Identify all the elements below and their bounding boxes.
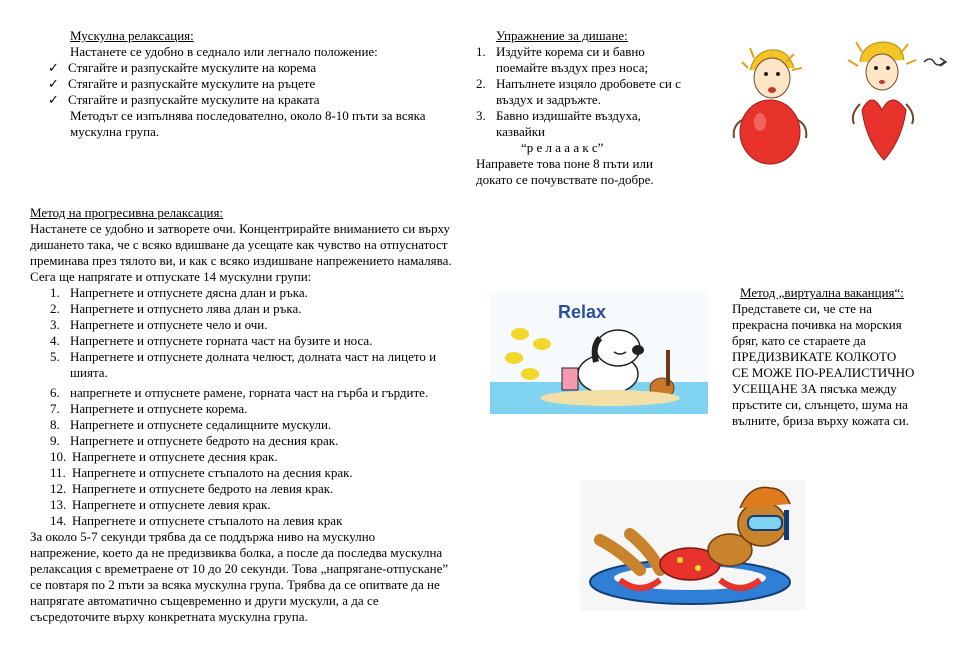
vacation-line: пръстите си, слънцето, шума на — [732, 397, 908, 412]
vacation-line: Представете си, че сте на — [732, 301, 872, 316]
relax-word: “р е л а а а к с” — [521, 140, 604, 155]
progressive-outro-line: релаксация с времетраене от 10 до 20 секунди. Това „напрягане-отпускане” — [30, 561, 449, 576]
muscle-section — [48, 28, 448, 140]
muscle-intro: Настанете се удобно в седнало или легнало положение: — [70, 44, 378, 59]
vacation-title: Метод „виртуална ваканция“: — [740, 285, 904, 300]
list-item: 14. Напрегнете и отпуснете стъпалото на левия крак — [50, 513, 343, 528]
muscle-list — [48, 60, 448, 108]
breathing-outro-2: докато се почувствате по-добре. — [476, 172, 654, 187]
progressive-intro-line: дишането така, че с всяко вдишване да усещате как чувство на отпуснатост — [30, 237, 448, 252]
list-item: 8. Напрегнете и отпуснете седалищните мускули. — [50, 417, 332, 432]
breathing-section — [476, 28, 726, 188]
list-item: 9. Напрегнете и отпуснете бедрото на десния крак. — [50, 433, 339, 448]
progressive-outro-line: За около 5-7 секунди трябва да се поддържа ниво на мускулно — [30, 529, 376, 544]
muscle-outro: Методът се изпълнява последователно, около 8-10 пъти за всяка — [70, 108, 426, 123]
list-item: ✓ Стягайте и разпускайте мускулите на корема — [48, 60, 317, 75]
list-item: ✓ Стягайте и разпускайте мускулите на краката — [48, 92, 320, 107]
list-item: 12. Напрегнете и отпуснете бедрото на левия крак. — [50, 481, 334, 496]
vacation-section — [732, 285, 952, 429]
breathing-outro: Направете това поне 8 пъти или — [476, 156, 653, 171]
checkmark-icon: ✓ — [48, 60, 59, 75]
relax-illustration — [490, 292, 708, 414]
floating-character-illustration — [580, 480, 806, 610]
snoopy-relax-icon — [490, 292, 708, 414]
vacation-line: УСЕЩАНЕ ЗА пясъка между — [732, 381, 897, 396]
list-item: 1. Издуйте корема си и бавно поемайте въздух през носа; — [476, 44, 649, 75]
vacation-line: ПРЕДИЗВИКАТЕ КОЛКОТО — [732, 349, 897, 364]
list-item: 5. Напрегнете и отпуснете долната челюст, долната част на лицето и — [50, 349, 437, 364]
relax-banner-text: Relax — [558, 302, 607, 322]
progressive-section — [30, 205, 490, 625]
progressive-intro-line: Настанете се удобно и затворете очи. Концентрирайте вниманието си върху — [30, 221, 450, 236]
progressive-outro-line: съсредоточите върху конкретната мускулна група. — [30, 609, 308, 624]
swimmer-relax-icon — [580, 480, 806, 610]
list-item: 3. Напрегнете и отпуснете чело и очи. — [50, 317, 268, 332]
list-item: 11. Напрегнете и отпуснете стъпалото на десния крак. — [50, 465, 353, 480]
progressive-outro-line: напрежение, което да не предизвиква болка, а после да последва мускулна — [30, 545, 443, 560]
progressive-title: Метод на прогресивна релаксация: — [30, 205, 224, 220]
vacation-line: вълните, бриза върху кожата си. — [732, 413, 909, 428]
progressive-intro-line: Сега ще напрягате и отпускате 14 мускулни групи: — [30, 269, 312, 284]
balloon-kids-illustration — [728, 40, 950, 170]
breathing-title: Упражнение за дишане: — [496, 28, 628, 43]
list-item: 3. Бавно издишайте въздуха, казвайки — [476, 108, 641, 139]
list-item: 2. Напрегнете и отпуснето лява длан и ръка. — [50, 301, 302, 316]
progressive-steps — [50, 285, 490, 529]
list-item: ✓ Стягайте и разпускайте мускулите на ръцете — [48, 76, 316, 91]
list-item: 7. Напрегнете и отпуснете корема. — [50, 401, 248, 416]
vacation-line: СЕ МОЖЕ ПО-РЕАЛИСТИЧНО — [732, 365, 915, 380]
checkmark-icon: ✓ — [48, 92, 59, 107]
list-item: 13. Напрегнете и отпуснете левия крак. — [50, 497, 271, 512]
progressive-outro-line: се повтаря по 2 пъти за всяка мускулна група. Трябва да се опитвате да не — [30, 577, 440, 592]
progressive-intro-line: преминава през тялото ви, и как с всяко издишване напрежението намалява. — [30, 253, 452, 268]
muscle-outro-2: мускулна група. — [70, 124, 160, 139]
breathing-list — [476, 44, 726, 140]
list-item: шията. — [70, 365, 108, 380]
muscle-title: Мускулна релаксация: — [70, 28, 194, 43]
checkmark-icon: ✓ — [48, 76, 59, 91]
list-item: 10. Напрегнете и отпуснете десния крак. — [50, 449, 278, 464]
list-item: 1. Напрегнете и отпуснете дясна длан и ръка. — [50, 285, 308, 300]
vacation-line: прекрасна почивка на морския — [732, 317, 902, 332]
progressive-outro-line: напрягате автоматично същевременно и други мускули, а да се — [30, 593, 379, 608]
list-item: 2. Напълнете изцяло дробовете си с въздух и задръжте. — [476, 76, 681, 107]
balloon-kids-icon — [728, 40, 950, 170]
vacation-line: бряг, като се старaете да — [732, 333, 866, 348]
list-item: 4. Напрегнете и отпуснете горната част на бузите и носа. — [50, 333, 373, 348]
list-item: 6. напрегнете и отпуснете рамене, горната част на гърба и гърдите. — [50, 385, 429, 400]
